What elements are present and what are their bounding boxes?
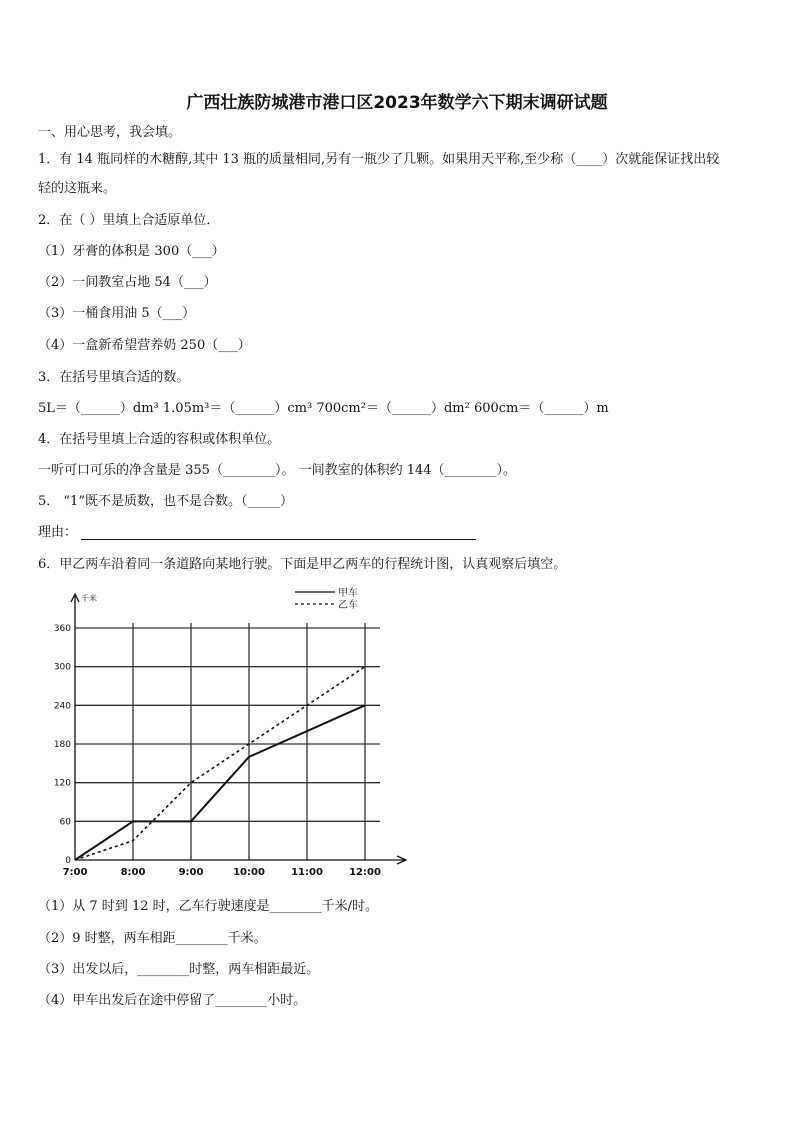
question-5: 5． “1”既不是质数，也不是合数。（_____）	[38, 494, 293, 509]
question-6-item: （4）甲车出发后在途中停留了________小时。	[38, 993, 307, 1008]
question-3-line: 5L＝（______）dm³ 1.05m³＝（______）cm³ 700cm²＝（______）dm² 600cm＝（______）m	[38, 401, 609, 416]
y-tick-label: 360	[53, 624, 71, 634]
y-tick-label: 120	[53, 778, 71, 789]
question-6-item: （2）9 时整，两车相距________千米。	[38, 931, 267, 946]
question-4-line: 一听可口可乐的净含量是 355（________）。 一间教室的体积约 144（________）。	[38, 463, 517, 478]
question-2-item: （1）牙膏的体积是 300（___）	[38, 244, 225, 259]
y-axis-label: 千米	[81, 594, 97, 603]
legend-label: 甲车	[338, 588, 358, 599]
chart-series	[75, 667, 365, 860]
question-6-item: （1）从 7 时到 12 时，乙车行驶速度是________千米/时。	[38, 899, 378, 914]
x-tick-label: 7:00	[62, 867, 88, 878]
question-6-item: （3）出发以后，________时整，两车相距最近。	[38, 962, 320, 977]
y-tick-label: 180	[53, 740, 71, 750]
chart-grid	[75, 623, 380, 860]
question-3: 3．在括号里填合适的数。	[38, 370, 190, 385]
y-tick-label: 0	[65, 856, 71, 866]
question-2-item: （2）一间教室占地 54（___）	[38, 275, 217, 290]
x-tick-label: 10:00	[233, 867, 265, 878]
page-title: 广西壮族防城港市港口区2023年数学六下期末调研试题	[186, 93, 608, 113]
y-tick-label: 300	[53, 662, 71, 673]
chart-ticks	[54, 624, 381, 878]
question-4: 4．在括号里填上合适的容积或体积单位。	[38, 432, 281, 447]
x-tick-label: 11:00	[291, 867, 323, 878]
legend-label: 乙车	[338, 600, 358, 611]
question-2-item: （4）一盒新希望营养奶 250（___）	[38, 338, 251, 353]
question-2: 2．在（ ）里填上合适原单位．	[38, 213, 220, 228]
x-tick-label: 12:00	[349, 867, 381, 878]
reason-label: 理由：	[38, 525, 78, 540]
reason-blank	[81, 526, 476, 540]
question-2-item: （3）一桶食用油 5（___）	[38, 306, 196, 321]
x-tick-label: 9:00	[178, 867, 204, 878]
question-5-reason	[38, 521, 476, 540]
section-heading: 一、用心思考，我会填。	[38, 125, 182, 140]
question-1-line-2: 轻的这瓶来。	[38, 181, 117, 196]
question-6: 6．甲乙两车沿着同一条道路向某地行驶。下面是甲乙两车的行程统计图，认真观察后填空。	[38, 557, 567, 572]
y-tick-label: 240	[53, 701, 71, 712]
question-1-line-1: 1．有 14 瓶同样的木糖醇,其中 13 瓶的质量相同,另有一瓶少了几颗。如果用天平称,至少称（____）次就能保证找出较	[38, 152, 720, 167]
x-tick-label: 8:00	[120, 867, 146, 878]
y-tick-label: 60	[59, 817, 71, 828]
chart-axes	[71, 593, 406, 864]
travel-line-chart	[40, 580, 420, 880]
chart-legend	[295, 587, 358, 611]
